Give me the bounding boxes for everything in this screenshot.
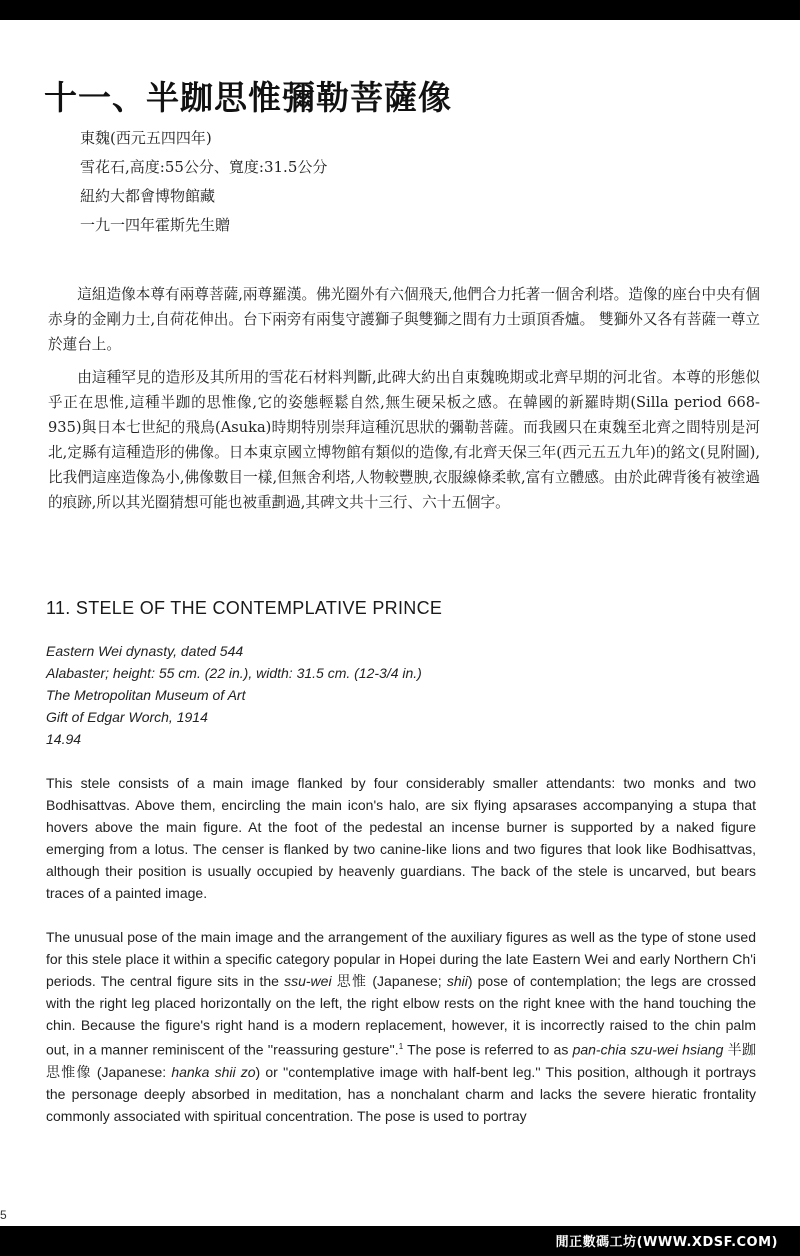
- english-meta-accession: 14.94: [46, 731, 82, 747]
- chinese-meta-material: 雪花石,高度:55公分、寬度:31.5公分: [80, 158, 328, 176]
- english-paragraph-1: This stele consists of a main image flanked by four considerably smaller attendants: two monks and two Bodhisattvas. Above them, encircling the main icon's halo, are six flying apsarases accompanying a stupa that hovers above the main figure. At the foot of the pedestal an incense burner is supported by a naked figure emerging from a lotus. The censer is flanked by two canine-like lions and two figures that look like Bodhisattvas, although their position is usually occupied by heavenly guardians. The back of the stele is uncarved, but bears traces of a painted image.: [46, 775, 756, 901]
- english-meta-gift: Gift of Edgar Worch, 1914: [46, 709, 208, 725]
- para2-term-ssu-wei: ssu-wei: [284, 973, 332, 989]
- english-meta-material: Alabaster; height: 55 cm. (22 in.), width: 31.5 cm. (12-3/4 in.): [46, 665, 422, 681]
- para2-term-hanka: hanka shii zo: [171, 1063, 256, 1080]
- english-paragraph-2: [46, 926, 756, 1127]
- para2-text-2: 思惟 (Japanese;: [331, 973, 447, 989]
- para2-text-6: ) or ''contemplative image with half-bent leg.'' This position, although it portrays the personage deeply absorbed in meditation, has a nonchalant charm and lacks the severe hieratic frontality commonly associated with spiritual concentration. The pose is used to portray: [46, 1063, 756, 1124]
- para2-text-1: The unusual pose of the main image and the arrangement of the auxiliary figures as well as the type of stone used for this stele place it within a specific category popular in Hopei during the late Eastern Wei and early Northern Ch'i periods. The central figure sits in the: [46, 929, 756, 989]
- chinese-paragraph-1: 這組造像本尊有兩尊菩薩,兩尊羅漢。佛光圈外有六個飛天,他們合力托著一個舍利塔。造像的座台中央有個赤身的金剛力士,自荷花伸出。台下兩旁有兩隻守護獅子與雙獅之間有力士頭頂香爐。 雙獅外又各有菩薩一尊立於蓮台上。: [48, 286, 760, 353]
- para2-text-5: 半跏思惟像 (Japanese:: [46, 1041, 757, 1080]
- chinese-meta-collection: 紐約大都會博物館藏: [80, 187, 216, 205]
- chinese-paragraph-2: 由這種罕見的造形及其所用的雪花石材料判斷,此碑大約出自東魏晚期或北齊早期的河北省。本尊的形態似乎正在思惟,這種半跏的思惟像,它的姿態輕鬆自然,無生硬呆板之感。在韓國的新羅時期(Silla period 668-935)與日本七世紀的飛鳥(Asuka)時期特別崇拜這種沉思狀的彌勒菩薩。而我國只在東魏至北齊之間特別是河北,定縣有這種造形的佛像。日本東京國立博物館有類似的造像,有北齊天保三年(西元五五九年)的銘文(見附圖),比我們這座造像為小,佛像數目一樣,但無舍利塔,人物較豐腴,衣服線條柔軟,富有立體感。由於此碑背後有被塗過的痕跡,所以其光圈猜想可能也被重劃過,其碑文共十三行、六十五個字。: [48, 369, 760, 511]
- para2-text-4: The pose is referred to as: [403, 1041, 573, 1058]
- chinese-metadata: [80, 124, 327, 240]
- para2-term-pan-chia: pan-chia szu-wei hsiang: [572, 1041, 724, 1058]
- para2-term-shii: shii: [446, 973, 468, 989]
- book-page: [0, 20, 800, 1226]
- english-title: 11. STELE OF THE CONTEMPLATIVE PRINCE: [46, 598, 443, 618]
- chinese-meta-dynasty: 東魏(西元五四四年): [80, 129, 212, 147]
- chinese-meta-donor: 一九一四年霍斯先生贈: [80, 216, 231, 234]
- scanner-watermark: 閒正數碼工坊(WWW.XDSF.COM): [555, 1235, 778, 1250]
- para2-text-3: ) pose of contemplation; the legs are crossed with the right leg placed horizontally on the left, the right elbow rests on the right knee with the hand touching the chin. Because the figure's right hand is a modern replacement, however, it is incorrectly raised to the chin palm out, in a manner reminiscent of the ''reassuring gesture''.: [46, 973, 757, 1058]
- english-meta-dynasty: Eastern Wei dynasty, dated 544: [46, 643, 244, 659]
- chinese-title: 十一、半跏思惟彌勒菩薩像: [44, 78, 452, 117]
- english-metadata: [46, 640, 422, 750]
- english-meta-museum: The Metropolitan Museum of Art: [46, 687, 246, 703]
- page-number: 5: [0, 1208, 7, 1222]
- footnote-marker: 1: [398, 1042, 404, 1051]
